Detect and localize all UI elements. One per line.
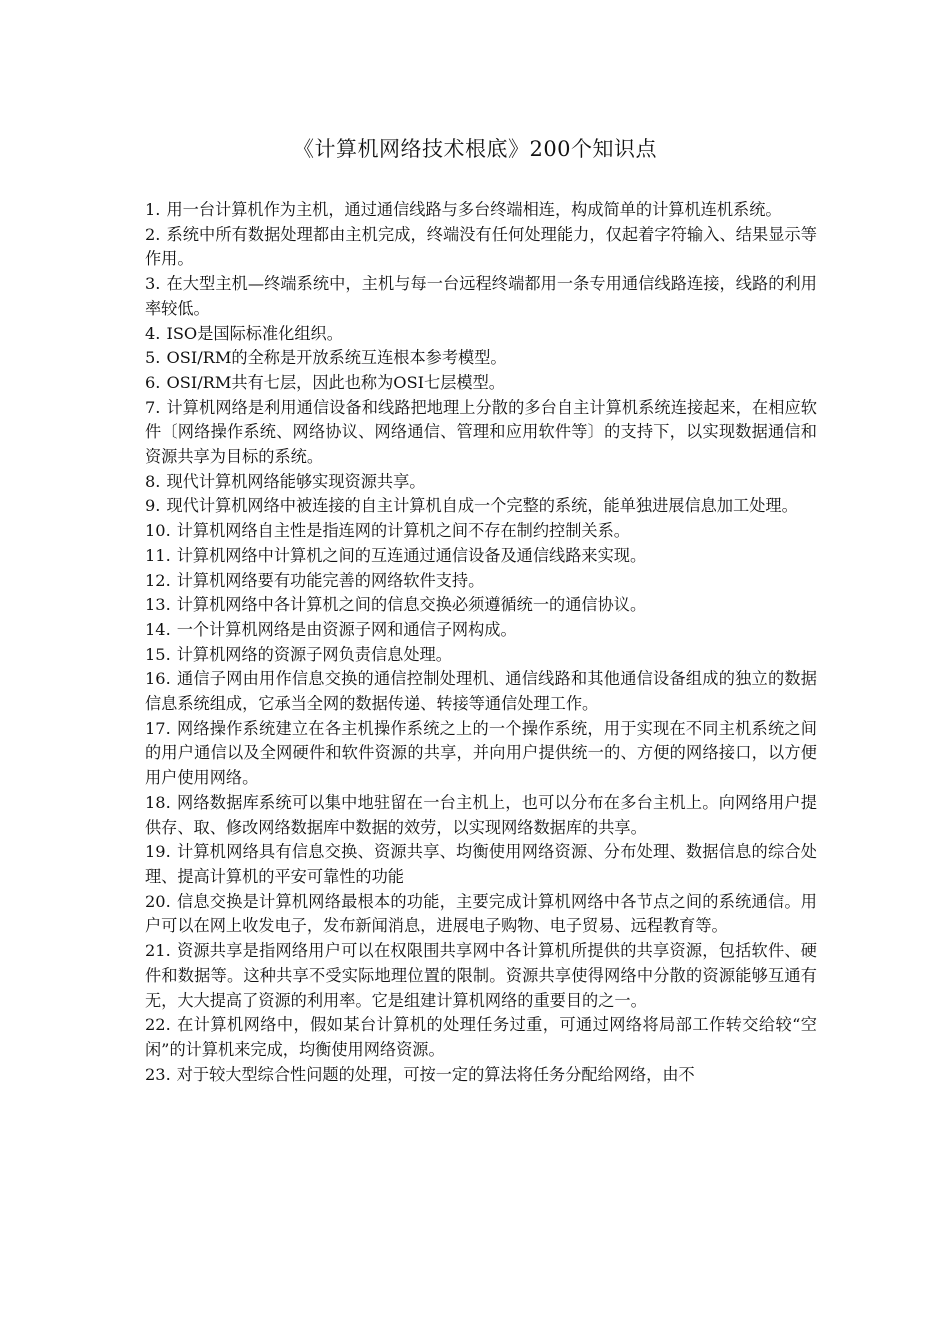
item-text: 资源共享是指网络用户可以在权限围共享网中各计算机所提供的共享资源，包括软件、硬件和数据等。这种共享不受实际地理位置的限制。资源共享使得网络中分散的资源能够互通有无，大大提高了资源的利用率。它是组建计算机网络的重要目的之一。: [145, 941, 817, 1010]
item-number: 18.: [145, 792, 171, 812]
item-text: 计算机网络中各计算机之间的信息交换必须遵循统一的通信协议。: [176, 595, 647, 615]
item-text: ISO是国际标准化组织。: [166, 323, 343, 343]
list-item: [145, 322, 817, 347]
item-text: 系统中所有数据处理都由主机完成，终端没有任何处理能力，仅起着字符输入、结果显示等作用。: [145, 224, 817, 269]
item-number: 20.: [145, 891, 171, 911]
item-text: 在大型主机—终端系统中，主机与每一台远程终端都用一条专用通信线路连接，线路的利用率较低。: [145, 274, 817, 318]
item-text: OSI/RM共有七层，因此也称为OSI七层模型。: [166, 372, 505, 392]
item-text: 计算机网络自主性是指连网的计算机之间不存在制约控制关系。: [176, 521, 630, 541]
item-number: 13.: [145, 595, 171, 615]
list-item: [145, 223, 817, 272]
item-number: 7.: [145, 397, 161, 417]
list-item: [145, 618, 817, 643]
list-item: [145, 544, 817, 569]
item-number: 21.: [145, 941, 171, 961]
list-item: [145, 840, 817, 889]
item-text: 信息交换是计算机网络最根本的功能，主要完成计算机网络中各节点之间的系统通信。用户可以在网上收发电子，发布新闻消息，进展电子购物、电子贸易、远程教育等。: [145, 891, 817, 936]
item-number: 14.: [145, 619, 171, 639]
item-text: 用一台计算机作为主机，通过通信线路与多台终端相连，构成简单的计算机连机系统。: [166, 200, 782, 219]
list-item: [145, 643, 817, 668]
item-number: 12.: [145, 570, 171, 590]
item-text: 计算机网络的资源子网负责信息处理。: [176, 644, 452, 664]
item-text: 计算机网络中计算机之间的互连通过通信设备及通信线路来实现。: [176, 545, 647, 565]
list-item: [145, 593, 817, 618]
list-item: [145, 890, 817, 939]
item-text: 一个计算机网络是由资源子网和通信子网构成。: [176, 619, 517, 639]
list-item: [145, 494, 817, 519]
list-item: [145, 272, 817, 321]
item-text: 在计算机网络中，假如某台计算机的处理任务过重，可通过网络将局部工作转交给较“空闲”的计算机来完成，均衡使用网络资源。: [145, 1015, 817, 1059]
document-title: 《计算机网络技术根底》200个知识点: [292, 137, 658, 161]
list-item: [145, 346, 817, 371]
list-item: [145, 470, 817, 495]
item-number: 17.: [145, 718, 171, 738]
item-text: 计算机网络具有信息交换、资源共享、均衡使用网络资源、分布处理、数据信息的综合处理、提高计算机的平安可靠性的功能: [145, 842, 817, 886]
item-number: 23.: [145, 1064, 171, 1084]
list-item: [145, 717, 817, 791]
item-number: 8.: [145, 471, 161, 491]
item-number: 5.: [145, 348, 161, 368]
item-number: 2.: [145, 224, 161, 244]
item-number: 4.: [145, 323, 161, 343]
item-number: 19.: [145, 842, 171, 862]
item-number: 16.: [145, 669, 171, 689]
item-number: 10.: [145, 521, 171, 541]
list-item: [145, 519, 817, 544]
list-item: [145, 1013, 817, 1062]
item-text: 现代计算机网络能够实现资源共享。: [166, 471, 426, 491]
list-item: [145, 791, 817, 840]
item-number: 6.: [145, 372, 161, 392]
item-text: 对于较大型综合性问题的处理，可按一定的算法将任务分配给网络，由不: [176, 1064, 695, 1084]
item-number: 1.: [145, 200, 161, 219]
list-item: [145, 396, 817, 470]
list-item: [145, 198, 817, 223]
item-text: 计算机网络是利用通信设备和线路把地理上分散的多台自主计算机系统连接起来，在相应软件〔网络操作系统、网络协议、网络通信、管理和应用软件等〕的支持下，以实现数据通信和资源共享为目标的系统。: [145, 397, 817, 467]
item-number: 15.: [145, 644, 171, 664]
item-text: 计算机网络要有功能完善的网络软件支持。: [176, 570, 485, 590]
item-text: 现代计算机网络中被连接的自主计算机自成一个完整的系统，能单独进展信息加工处理。: [166, 496, 798, 516]
item-text: 网络数据库系统可以集中地驻留在一台主机上，也可以分布在多台主机上。向网络用户提供存、取、修改网络数据库中数据的效劳，以实现网络数据库的共享。: [145, 792, 817, 837]
item-number: 11.: [145, 545, 171, 565]
item-number: 22.: [145, 1015, 171, 1035]
item-number: 3.: [145, 274, 161, 294]
list-item: [145, 1063, 817, 1088]
list-item: [145, 667, 817, 716]
list-item: [145, 371, 817, 396]
item-text: OSI/RM的全称是开放系统互连根本参考模型。: [166, 348, 507, 368]
item-text: 通信子网由用作信息交换的通信控制处理机、通信线路和其他通信设备组成的独立的数据信息系统组成，它承当全网的数据传递、转接等通信处理工作。: [145, 669, 817, 714]
document-body: [145, 198, 817, 1087]
list-item: [145, 569, 817, 594]
list-item: [145, 939, 817, 1013]
item-number: 9.: [145, 496, 161, 516]
item-text: 网络操作系统建立在各主机操作系统之上的一个操作系统，用于实现在不同主机系统之间的用户通信以及全网硬件和软件资源的共享，并向用户提供统一的、方便的网络接口，以方便用户使用网络。: [145, 718, 817, 788]
